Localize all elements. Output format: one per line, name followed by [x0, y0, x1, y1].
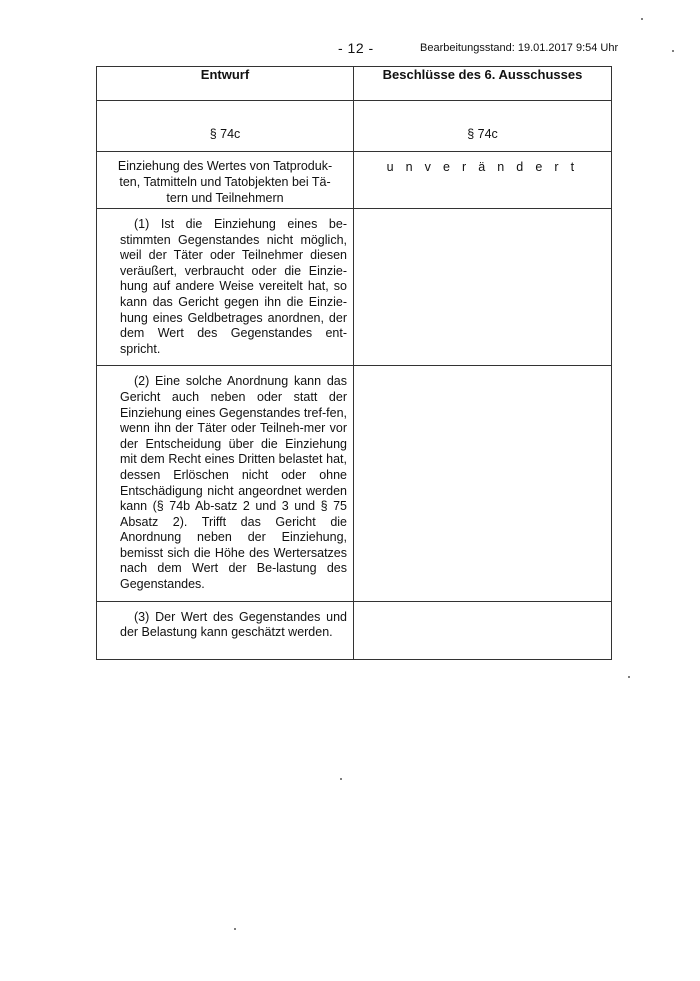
column-header-draft: Entwurf [97, 67, 354, 101]
table-header-row [97, 67, 612, 101]
paragraph-1-left [97, 209, 354, 366]
section-number-right-text: § 74c [467, 127, 498, 141]
section-number-left [97, 101, 354, 152]
paragraph-1-right [354, 209, 612, 366]
paragraph-row-1 [97, 209, 612, 366]
heading-row [97, 152, 612, 209]
section-heading-left [97, 152, 354, 209]
paragraph-row-2 [97, 366, 612, 601]
paragraph-2-right [354, 366, 612, 601]
paragraph-3-left [97, 601, 354, 659]
scan-speck [234, 928, 236, 930]
scan-speck [628, 676, 630, 678]
page-number: - 12 - [338, 40, 374, 56]
paragraph-2-left [97, 366, 354, 601]
scan-speck [340, 778, 342, 780]
section-heading-right [354, 152, 612, 209]
section-number-right [354, 101, 612, 152]
paragraph-row-3 [97, 601, 612, 659]
comparison-table [96, 66, 612, 660]
paragraph-2-text: (2) Eine solche Anordnung kann das Gericht auch neben oder statt der Einziehung eines Gegenstandes tref-fen, wenn ihn der Täter oder Teilneh-mer vor der Entscheidung über die Einziehung mit dem Recht eines Dritten belastet hat, dessen Erlöschen nicht oder ohne Entschädigung nicht angeordnet werden kann (§ 74b Ab-satz 2 und 3 und § 75 Absatz 2). Trifft das Gericht die Anordnung neben der Einziehung, bemisst sich die Höhe des Wertersatzes nach dem Wert der Be-lastung des Gegenstandes. [120, 374, 347, 592]
section-heading-text: Einziehung des Wertes von Tatproduk-ten, Tatmitteln und Tatobjekten bei Tä-tern und Teilnehmern [117, 159, 333, 205]
paragraph-1-text: (1) Ist die Einziehung eines be-stimmten Gegenstandes nicht möglich, weil der Täter oder Teilnehmer diesen veräußert, verbraucht oder die Einzie-hung auf andere Weise vereitelt hat, so kann das Gericht gegen ihn die Einzie-hung eines Geldbetrages anordnen, der dem Wert des Gegenstandes ent-spricht. [120, 217, 347, 356]
scan-speck [641, 18, 643, 20]
paragraph-3-text: (3) Der Wert des Gegenstandes und der Belastung kann geschätzt werden. [120, 609, 347, 640]
column-header-committee: Beschlüsse des 6. Ausschusses [354, 67, 612, 101]
section-number-left-text: § 74c [209, 127, 241, 141]
unchanged-text: u n v e r ä n d e r t [386, 160, 579, 174]
section-row [97, 101, 612, 152]
scan-speck [672, 50, 674, 52]
paragraph-3-right [354, 601, 612, 659]
edit-status: Bearbeitungsstand: 19.01.2017 9:54 Uhr [420, 42, 619, 54]
